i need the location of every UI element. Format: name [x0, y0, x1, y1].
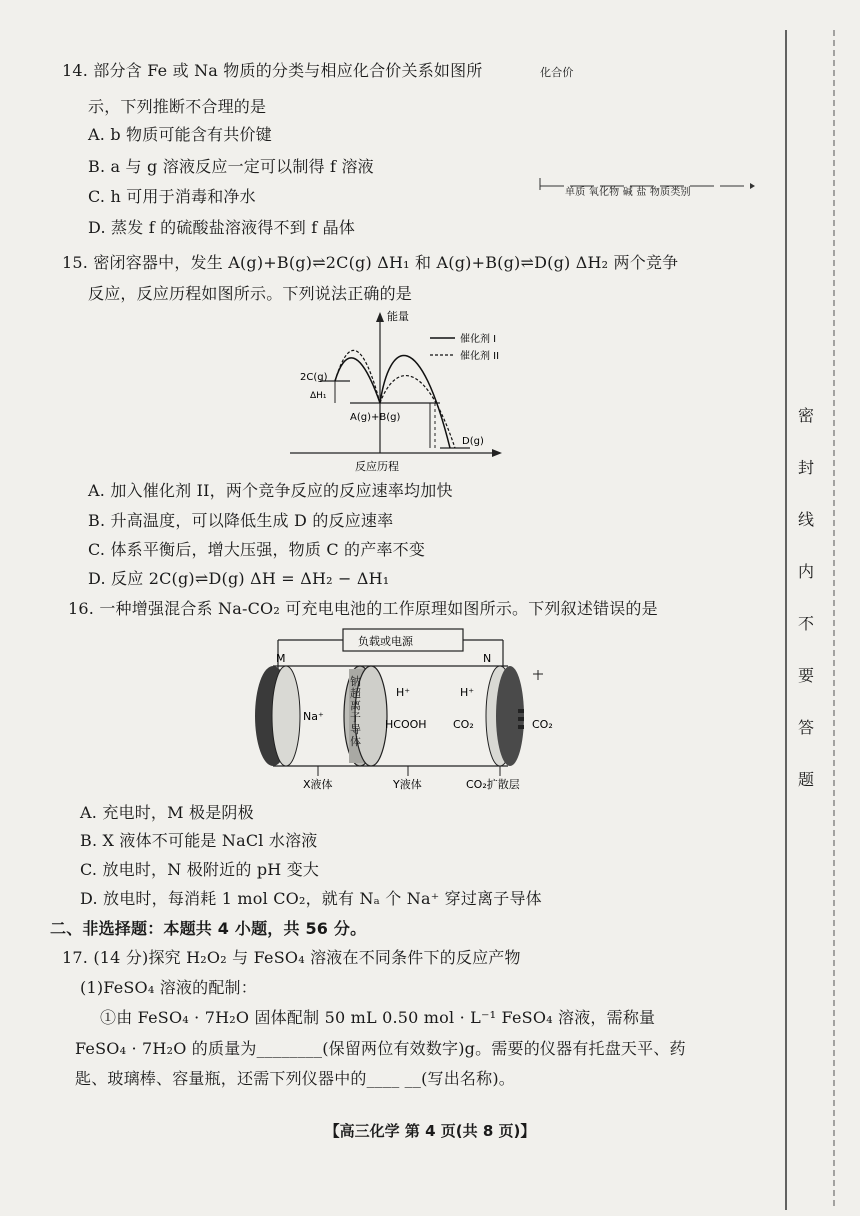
h-ion-label-1: H⁺: [396, 686, 411, 699]
legend-catalyst-2: 催化剂 II: [460, 351, 500, 362]
q15-option-a: A. 加入催化剂 II，两个竞争反应的反应速率均加快: [88, 481, 453, 500]
q14-option-a: A. b 物质可能含有共价键: [88, 125, 272, 144]
q17-line1: ①由 FeSO₄ · 7H₂O 固体配制 50 mL 0.50 mol · L⁻¹ FeSO₄ 溶液，需称量: [100, 1008, 656, 1027]
load-label: 负载或电源: [358, 635, 413, 648]
q14-option-c: C. h 可用于消毒和净水: [88, 187, 256, 206]
label-ab: A(g)+B(g): [350, 412, 401, 423]
q14-figure-note: 化合价: [540, 66, 574, 79]
separator-label: 钠超离子导体: [350, 675, 361, 748]
electrode-m-label: M: [276, 652, 286, 665]
binding-char: 答: [798, 718, 815, 737]
q15-energy-diagram: [280, 308, 510, 478]
section-2-heading: 二、非选择题：本题共 4 小题，共 56 分。: [50, 919, 367, 938]
electrode-n-label: N: [483, 652, 492, 665]
q15-stem-line2: 反应，反应历程如图所示。下列说法正确的是: [88, 284, 413, 303]
y-liquid-label: Y液体: [393, 778, 422, 791]
q14-axis-label: 单质 氧化物 碱 盐 物质类别: [565, 187, 691, 198]
q14-option-d: D. 蒸发 f 的硫酸盐溶液得不到 f 晶体: [88, 218, 356, 237]
binding-margin: [770, 30, 850, 1210]
energy-axis-label: 能量: [387, 310, 409, 323]
binding-char: 要: [798, 666, 815, 685]
h-ion-label-2: H⁺: [460, 686, 475, 699]
q16-option-b: B. X 液体不可能是 NaCl 水溶液: [80, 831, 318, 850]
hcooh-label: HCOOH: [385, 718, 427, 731]
q14-stem-line2: 示，下列推断不合理的是: [88, 97, 267, 116]
q17-sub1: (1)FeSO₄ 溶液的配制：: [80, 978, 257, 997]
q16-option-d: D. 放电时，每消耗 1 mol CO₂，就有 Nₐ 个 Na⁺ 穿过离子导体: [80, 889, 542, 908]
q15-option-c: C. 体系平衡后，增大压强，物质 C 的产率不变: [88, 540, 426, 559]
binding-warning-text: [798, 390, 822, 806]
q16-option-a: A. 充电时，M 极是阴极: [80, 803, 254, 822]
binding-char: 线: [798, 510, 815, 529]
q16-stem: 16. 一种增强混合系 Na-CO₂ 可充电电池的工作原理如图所示。下列叙述错误的是: [68, 599, 658, 618]
binding-char: 封: [798, 458, 815, 477]
binding-char: 题: [798, 770, 815, 789]
page-footer: 【高三化学 第 4 页(共 8 页)】: [324, 1122, 536, 1140]
q16-battery-diagram: [238, 624, 578, 794]
x-liquid-label: X液体: [303, 778, 333, 791]
q14-stem-line1: 14. 部分含 Fe 或 Na 物质的分类与相应化合价关系如图所: [62, 61, 483, 80]
co2-outer-label: CO₂: [532, 718, 553, 731]
binding-char: 内: [798, 562, 815, 581]
q17-stem: 17. (14 分)探究 H₂O₂ 与 FeSO₄ 溶液在不同条件下的反应产物: [62, 948, 521, 967]
na-ion-label: Na⁺: [303, 710, 324, 723]
q17-line3: 匙、玻璃棒、容量瓶，还需下列仪器中的____ __(写出名称)。: [75, 1069, 515, 1088]
q15-option-b: B. 升高温度，可以降低生成 D 的反应速率: [88, 511, 394, 530]
q17-line2: FeSO₄ · 7H₂O 的质量为________(保留两位有效数字)g。需要的仪器有托盘天平、药: [75, 1039, 686, 1058]
co2-inner-label: CO₂: [453, 718, 474, 731]
legend-catalyst-1: 催化剂 I: [460, 334, 497, 345]
q14-valence-chart-axis: [535, 176, 755, 206]
label-2c: 2C(g): [300, 372, 328, 383]
diffusion-layer-label: CO₂扩散层: [466, 778, 520, 791]
label-dh1: ΔH₁: [310, 391, 327, 401]
q14-option-b: B. a 与 g 溶液反应一定可以制得 f 溶液: [88, 157, 374, 176]
label-d: D(g): [462, 436, 484, 447]
q16-option-c: C. 放电时，N 极附近的 pH 变大: [80, 860, 320, 879]
path-axis-label: 反应历程: [355, 460, 399, 473]
q15-stem-line1: 15. 密闭容器中，发生 A(g)+B(g)⇌2C(g) ΔH₁ 和 A(g)+B(g)⇌D(g) ΔH₂ 两个竞争: [62, 253, 679, 272]
binding-char: 不: [798, 614, 815, 633]
q15-option-d: D. 反应 2C(g)⇌D(g) ΔH = ΔH₂ − ΔH₁: [88, 569, 390, 588]
binding-char: 密: [798, 406, 815, 425]
